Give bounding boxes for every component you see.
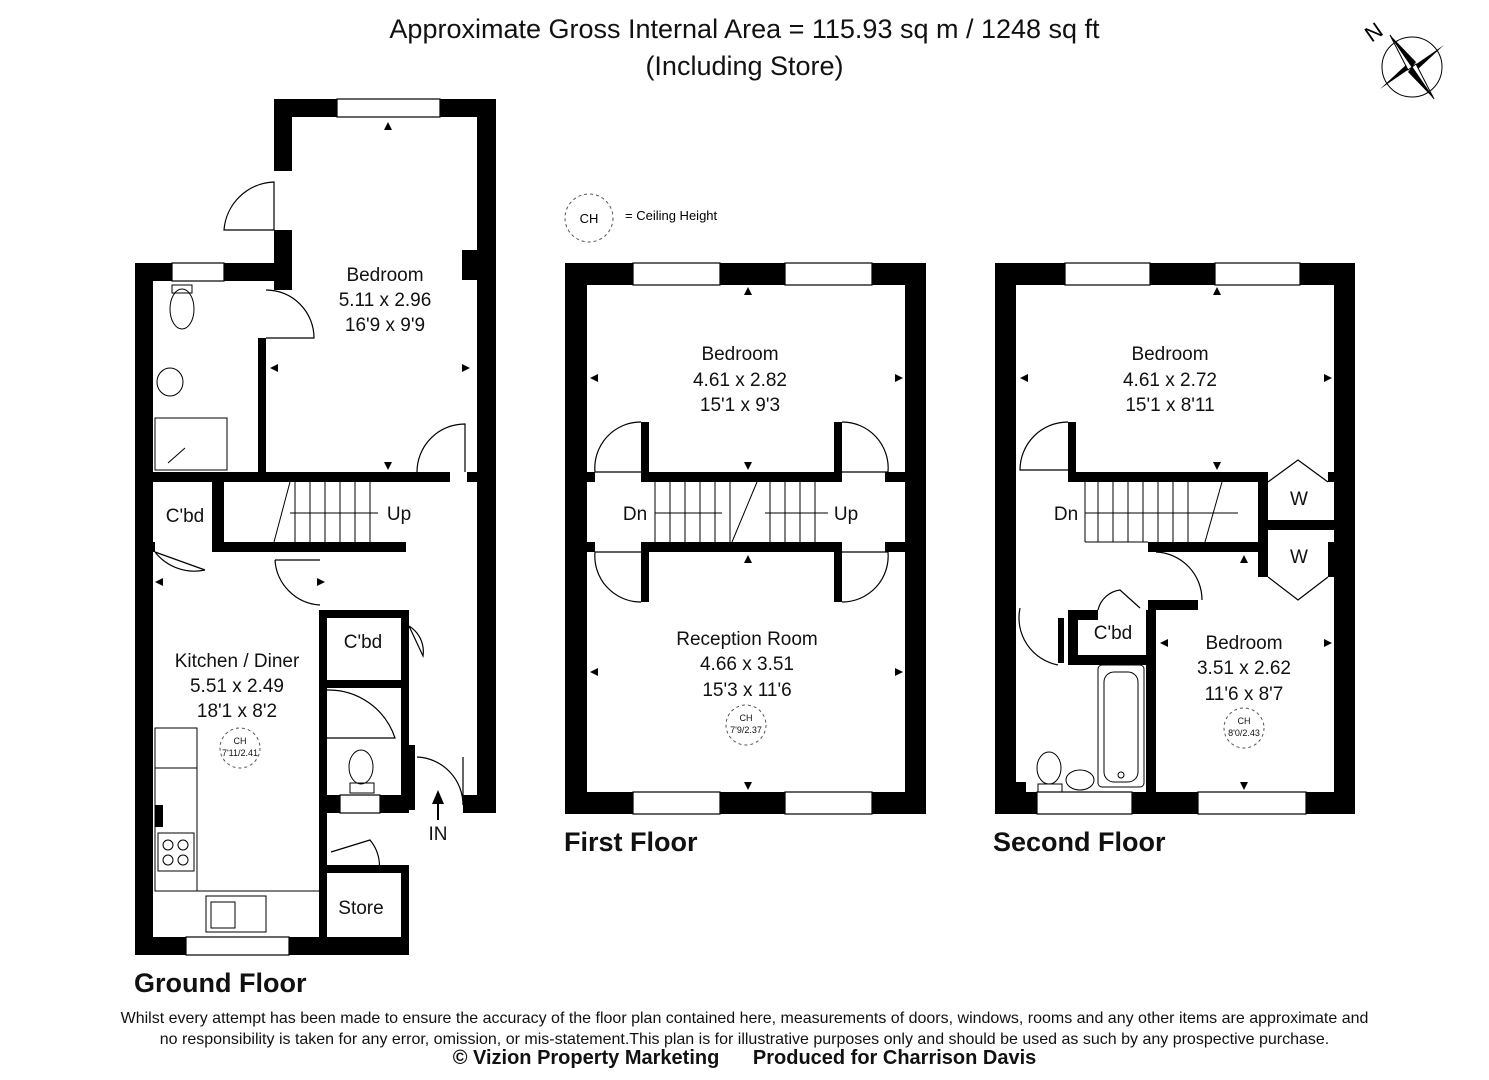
kitchen-imperial: 18'1 x 8'2 (196, 701, 278, 722)
ground-floor-plan (134, 99, 496, 998)
produced-for-text: Produced for Charrison Davis (752, 1047, 1037, 1069)
second-bedroom-2-name: Bedroom (1205, 633, 1283, 654)
second-bedroom-2-imperial: 11'6 x 8'7 (1204, 684, 1284, 705)
wardrobe-1-label: W (1290, 489, 1308, 510)
entrance-label: IN (428, 824, 448, 845)
legend-ch-meaning: = Ceiling Height (625, 208, 718, 223)
kitchen-ch-value: 7'11/2.41 (221, 748, 259, 758)
second-bedroom-1-imperial: 15'1 x 8'11 (1125, 395, 1215, 416)
second-floor-plan (993, 263, 1355, 857)
reception-ch-value: 7'9/2.37 (730, 725, 762, 735)
bedroom-2-ch-label: CH (1237, 716, 1251, 726)
reception-name: Reception Room (676, 629, 818, 650)
bedroom-2-ch-value: 8'0/2.43 (1228, 728, 1260, 738)
first-bedroom-metric: 4.61 x 2.82 (692, 370, 788, 391)
second-floor-title: Second Floor (993, 827, 1166, 857)
disclaimer-line-2: no responsibility is taken for any error, omission, or mis-statement.This plan is for illustrative purposes only and should be used as such by any prospective purchase. (159, 1031, 1330, 1048)
second-stairs-down-label: Dn (1053, 504, 1079, 525)
second-bedroom-2-metric: 3.51 x 2.62 (1196, 658, 1292, 679)
first-stairs-down-label: Dn (622, 504, 648, 525)
ground-stairs-up-label: Up (386, 504, 412, 525)
kitchen-ch-label: CH (233, 736, 247, 746)
kitchen-name: Kitchen / Diner (174, 651, 300, 672)
reception-imperial: 15'3 x 11'6 (702, 680, 792, 701)
kitchen-metric: 5.51 x 2.49 (189, 676, 285, 697)
first-bedroom-imperial: 15'1 x 9'3 (699, 395, 781, 416)
first-bedroom-name: Bedroom (701, 344, 779, 365)
disclaimer (0, 1008, 1489, 1050)
compass-north-label: N (1359, 17, 1388, 48)
ground-cupboard-label: C'bd (165, 506, 205, 527)
ground-bedroom-name: Bedroom (346, 265, 424, 286)
ground-hall-cupboard-label: C'bd (343, 632, 383, 653)
area-subtitle: (Including Store) (645, 51, 844, 81)
first-floor-plan (564, 263, 926, 857)
ground-bedroom-imperial: 16'9 x 9'9 (344, 315, 426, 336)
first-floor-title: First Floor (564, 827, 698, 857)
ground-floor-title: Ground Floor (134, 968, 307, 998)
second-cupboard-label: C'bd (1093, 623, 1133, 644)
first-stairs-up-label: Up (833, 504, 859, 525)
north-compass-icon (1360, 17, 1444, 99)
second-bedroom-1-name: Bedroom (1131, 344, 1209, 365)
credits (0, 1047, 1489, 1070)
second-bedroom-1-metric: 4.61 x 2.72 (1122, 370, 1218, 391)
reception-metric: 4.66 x 3.51 (699, 654, 795, 675)
area-title: Approximate Gross Internal Area = 115.93 sq m / 1248 sq ft (389, 14, 1100, 44)
wardrobe-2-label: W (1290, 547, 1308, 568)
reception-ch-label: CH (739, 713, 753, 723)
store-label: Store (338, 898, 384, 919)
copyright-text: © Vizion Property Marketing (452, 1047, 720, 1069)
ground-bedroom-metric: 5.11 x 2.96 (338, 290, 432, 311)
legend-ch-symbol: CH (579, 211, 599, 226)
disclaimer-line-1: Whilst every attempt has been made to ensure the accuracy of the floor plan contained here, measurements of doors, windows, rooms and any other items are approximate and (120, 1010, 1369, 1027)
ceiling-height-legend (565, 194, 718, 242)
